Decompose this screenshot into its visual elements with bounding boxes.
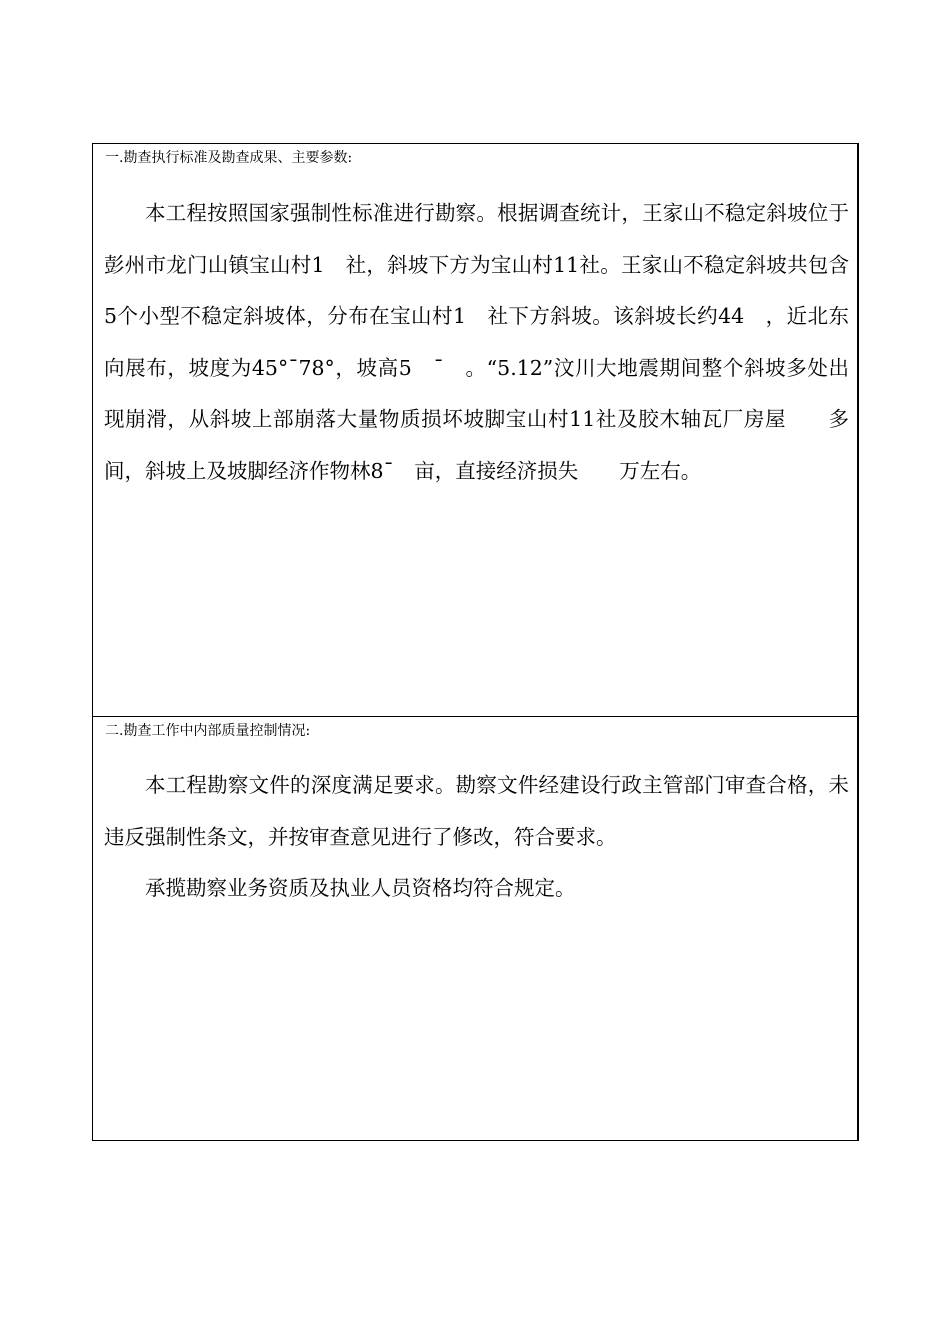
section-survey-standards xyxy=(93,144,857,717)
section-two-paragraph: 本工程勘察文件的深度满足要求。勘察文件经建设行政主管部门审查合格，未违反强制性条文，并按审查意见进行了修改，符合要求。 xyxy=(104,773,849,849)
section-one-heading: 一.勘查执行标准及勘查成果、主要参数: xyxy=(105,150,353,166)
section-two-paragraph: 承揽勘察业务资质及执业人员资格均符合规定。 xyxy=(145,876,576,900)
section-two-heading: 二.勘查工作中内部质量控制情况: xyxy=(105,723,311,739)
section-one-body xyxy=(104,188,849,497)
survey-report-table xyxy=(92,143,859,1141)
section-two-body xyxy=(104,760,849,915)
section-quality-control xyxy=(93,717,857,1140)
section-one-paragraph: 本工程按照国家强制性标准进行勘察。根据调查统计，王家山不稳定斜坡位于彭州市龙门山镇宝山村1 社，斜坡下方为宝山村11社。王家山不稳定斜坡共包含5个小型不稳定斜坡体，分布在宝山村1 社下方斜坡。该斜坡长约44 ，近北东向展布，坡度为45°¯78°，坡高5 ¯ 。“5.12”汶川大地震期间整个斜坡多处出现崩滑，从斜坡上部崩落大量物质损坏坡脚宝山村11社及胶木轴瓦厂房屋 多间，斜坡上及坡脚经济作物林8¯ 亩，直接经济损失 万左右。 xyxy=(104,201,849,483)
